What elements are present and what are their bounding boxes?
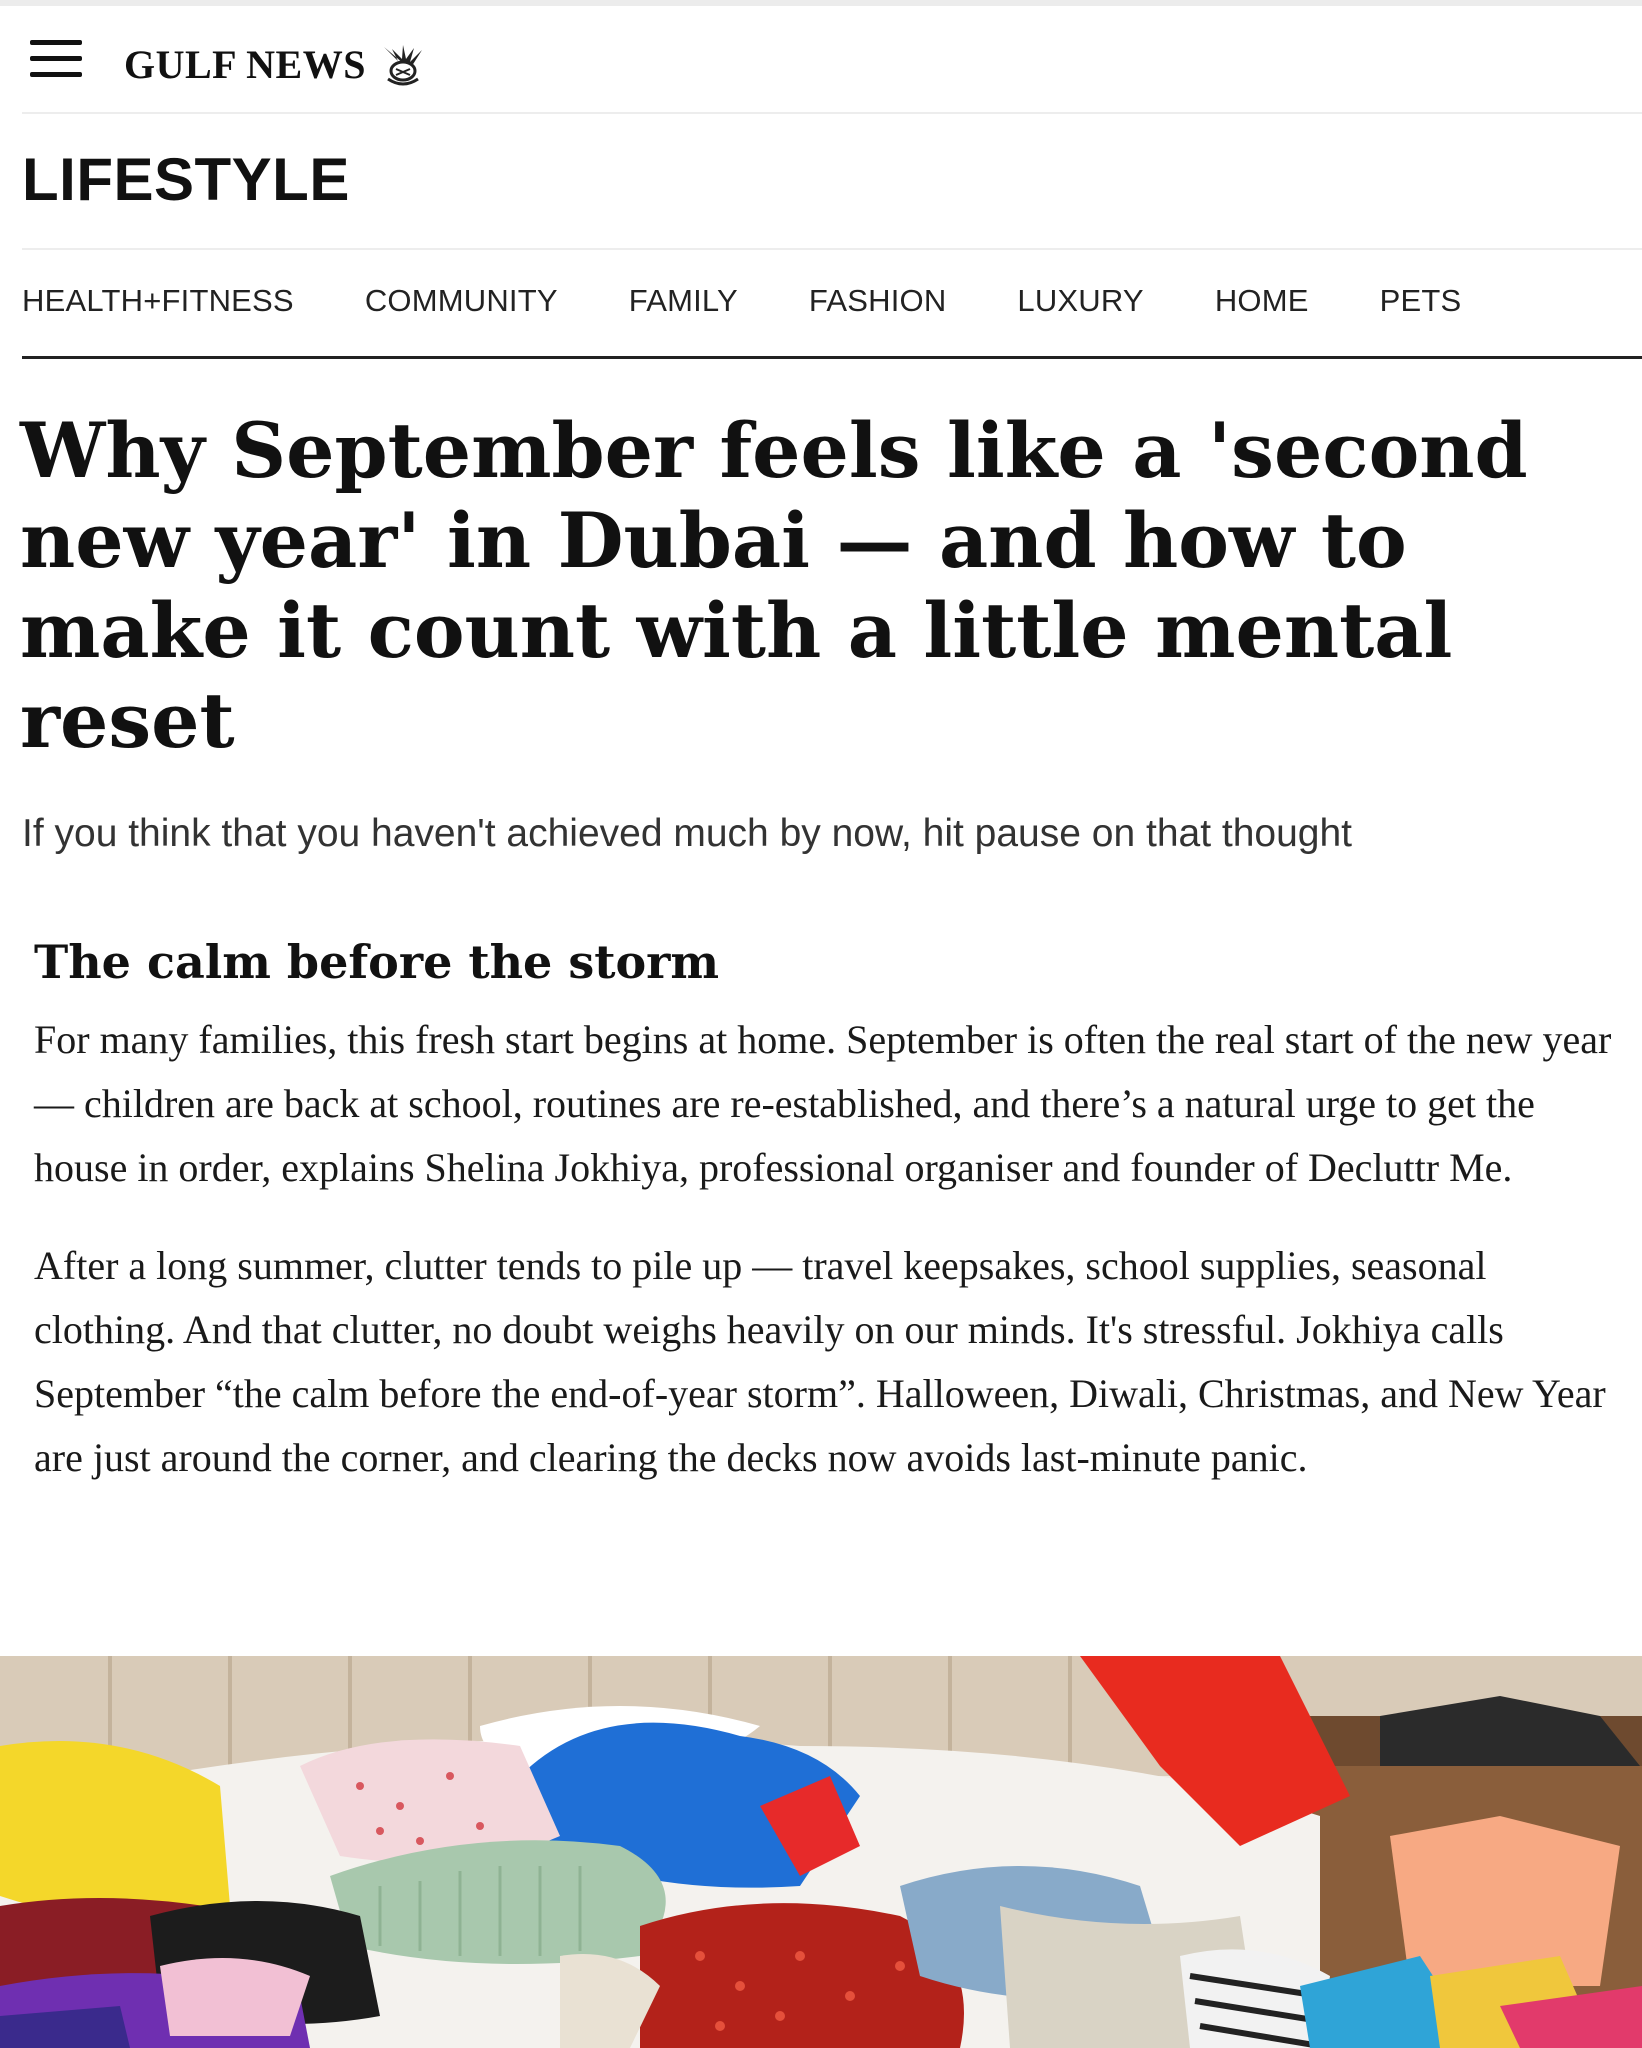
article-headline: Why September feels like a 'second new year' in Dubai — and how to make it count with a little mental reset [20, 406, 1528, 765]
article-paragraph: For many families, this fresh start begins at home. September is often the real start of the new year — children are back at school, routines are re-established, and there’s a natural urge to get the house in order, explains Shelina Jokhiya, professional organiser and founder of Decluttr Me. [34, 1017, 1612, 1190]
header-divider [22, 112, 1642, 114]
nav-item-community[interactable]: COMMUNITY [364, 283, 558, 318]
menu-bar [30, 40, 82, 45]
nav-item-family[interactable]: FAMILY [628, 283, 738, 318]
section-title[interactable]: LIFESTYLE [22, 146, 350, 213]
category-nav [22, 276, 1532, 326]
nav-item-home[interactable]: HOME [1214, 283, 1309, 318]
site-logo[interactable] [124, 34, 428, 94]
hamburger-menu-icon[interactable] [30, 40, 82, 80]
article-body [34, 930, 1634, 1524]
nav-underline [22, 356, 1642, 359]
article-subheadline: If you think that you haven't achieved much by now, hit pause on that thought [22, 812, 1352, 855]
logo-text: GULF NEWS [124, 41, 366, 87]
nav-item-health-fitness[interactable]: HEALTH+FITNESS [22, 283, 294, 318]
menu-bar [30, 72, 82, 77]
nav-item-fashion[interactable]: FASHION [808, 283, 947, 318]
clothes-pile-illustration [0, 1656, 1642, 2048]
article-paragraph: After a long summer, clutter tends to pile up — travel keepsakes, school supplies, seasonal clothing. And that clutter, no doubt weighs heavily on our minds. It's stressful. Jokhiya calls September “the calm before the end-of-year storm”. Halloween, Diwali, Christmas, and New Year are just around the corner, and clearing the decks now avoids last-minute panic. [34, 1243, 1606, 1480]
nav-item-pets[interactable]: PETS [1379, 283, 1462, 318]
article-image[interactable] [0, 1656, 1642, 2048]
menu-bar [30, 56, 82, 61]
eagle-emblem-icon [378, 39, 428, 89]
site-header [0, 6, 1642, 112]
nav-item-luxury[interactable]: LUXURY [1017, 283, 1144, 318]
section-heading: The calm before the storm [34, 935, 720, 989]
section-divider [22, 248, 1642, 250]
